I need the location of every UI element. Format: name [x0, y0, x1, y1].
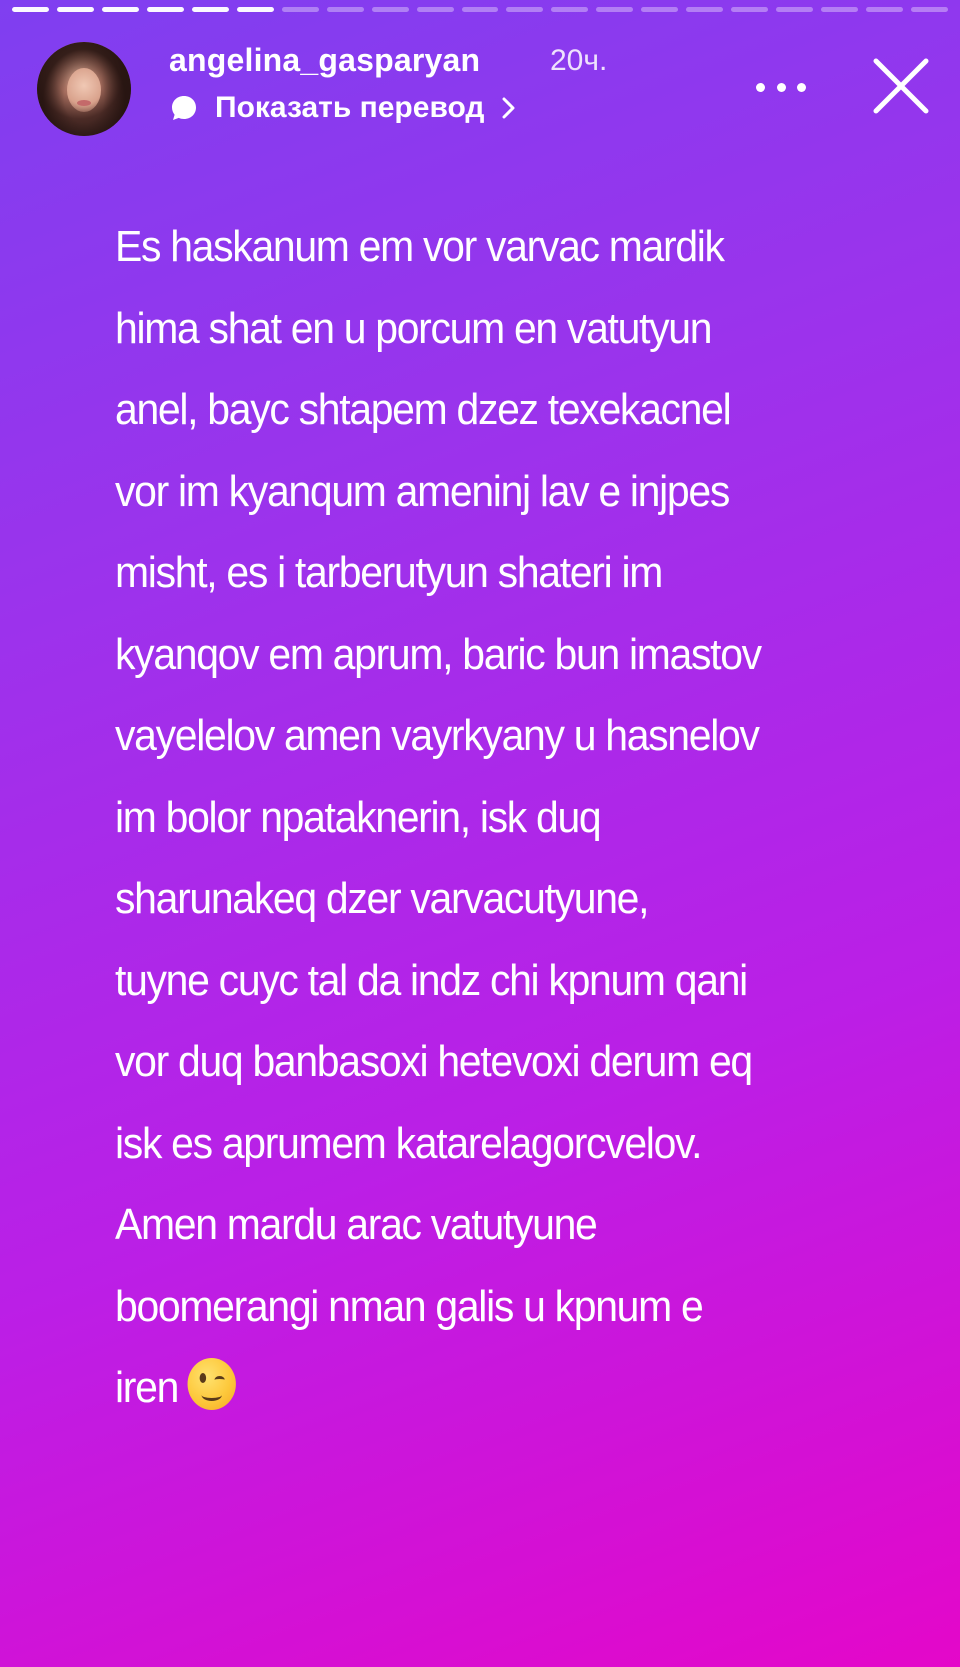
story-text-line — [115, 1021, 859, 1103]
progress-segment — [641, 7, 678, 12]
emoji-eye-l — [199, 1373, 206, 1383]
winking-face-emoji — [187, 1358, 235, 1410]
story-text-line — [115, 777, 859, 859]
progress-segment — [551, 7, 588, 12]
story-text-line-content: Amen mardu arac vatutyune — [115, 1200, 597, 1249]
story-text-line-content: Es haskanum em vor varvac mardik — [115, 222, 724, 271]
story-text-line-content: tuyne cuyc tal da indz chi kpnum qani — [115, 955, 747, 1005]
progress-segment — [417, 7, 454, 12]
progress-segment-fill — [57, 7, 94, 12]
story-text-line-content: misht, es i tarberutyun shateri im — [115, 548, 663, 597]
more-dot — [777, 83, 786, 92]
post-time: 20ч. — [550, 44, 608, 77]
progress-segment-fill — [192, 7, 229, 12]
story-text-line-content: isk es aprumem katarelagorcvelov. — [115, 1118, 702, 1168]
story-text — [115, 206, 859, 1429]
story-text-line — [115, 288, 859, 370]
more-dot — [797, 83, 806, 92]
progress-segment — [911, 7, 948, 12]
progress-segment — [192, 7, 229, 12]
progress-segment — [327, 7, 364, 12]
story-text-line-content: vayelelov amen vayrkyany u hasnelov — [115, 711, 759, 760]
story-progress-bar — [12, 7, 948, 12]
story-text-line-content: vor duq banbasoxi hetevoxi derum eq — [115, 1037, 752, 1086]
close-icon[interactable] — [868, 53, 934, 119]
more-dot — [756, 83, 765, 92]
progress-segment — [12, 7, 49, 12]
story-text-line — [115, 695, 859, 777]
progress-segment-fill — [12, 7, 49, 12]
progress-segment — [731, 7, 768, 12]
story-text-line — [115, 1347, 859, 1429]
story-text-line — [115, 1266, 859, 1348]
story-text-line — [115, 206, 859, 288]
progress-segment — [462, 7, 499, 12]
progress-segment — [776, 7, 813, 12]
show-translation-button[interactable] — [169, 88, 518, 128]
story-text-line — [115, 858, 859, 940]
emoji-wink — [214, 1376, 224, 1384]
story-text-line — [115, 940, 859, 1022]
story-text-line — [115, 614, 859, 696]
story-text-line-content: hima shat en u porcum en vatutyun — [115, 303, 712, 353]
progress-segment — [102, 7, 139, 12]
speech-bubble-icon — [169, 93, 199, 123]
story-text-line — [115, 532, 859, 614]
story-text-line-content: vor im kyanqum ameninj lav e injpes — [115, 466, 729, 516]
story-text-line-content: boomerangi nman galis u kpnum e — [115, 1281, 703, 1331]
progress-segment — [237, 7, 274, 12]
story-text-line-content: iren — [115, 1363, 179, 1412]
progress-segment — [57, 7, 94, 12]
chevron-right-icon — [500, 96, 518, 120]
progress-segment-fill — [147, 7, 184, 12]
progress-segment — [686, 7, 723, 12]
progress-segment — [821, 7, 858, 12]
story-text-line — [115, 1184, 859, 1266]
username[interactable]: angelina_gasparyan — [169, 42, 481, 78]
progress-segment — [866, 7, 903, 12]
progress-segment — [282, 7, 319, 12]
emoji-mouth — [201, 1389, 221, 1401]
story-text-line-content: sharunakeq dzer varvacutyune, — [115, 874, 649, 923]
show-translation-label: Показать перевод — [215, 91, 485, 124]
story-text-line-content: kyanqov em aprum, baric bun imastov — [115, 629, 761, 679]
avatar[interactable] — [37, 42, 131, 136]
story-text-line — [115, 1103, 859, 1185]
progress-segment — [506, 7, 543, 12]
story-text-line — [115, 451, 859, 533]
story-text-line-content: im bolor npataknerin, isk duq — [115, 792, 601, 842]
avatar-lips — [77, 100, 91, 106]
progress-segment — [596, 7, 633, 12]
progress-segment-fill — [237, 7, 274, 12]
story-text-line — [115, 369, 859, 451]
progress-segment — [147, 7, 184, 12]
progress-segment — [372, 7, 409, 12]
progress-segment-fill — [102, 7, 139, 12]
story-text-line-content: anel, bayc shtapem dzez texekacnel — [115, 385, 731, 434]
more-options-button[interactable] — [756, 72, 806, 102]
